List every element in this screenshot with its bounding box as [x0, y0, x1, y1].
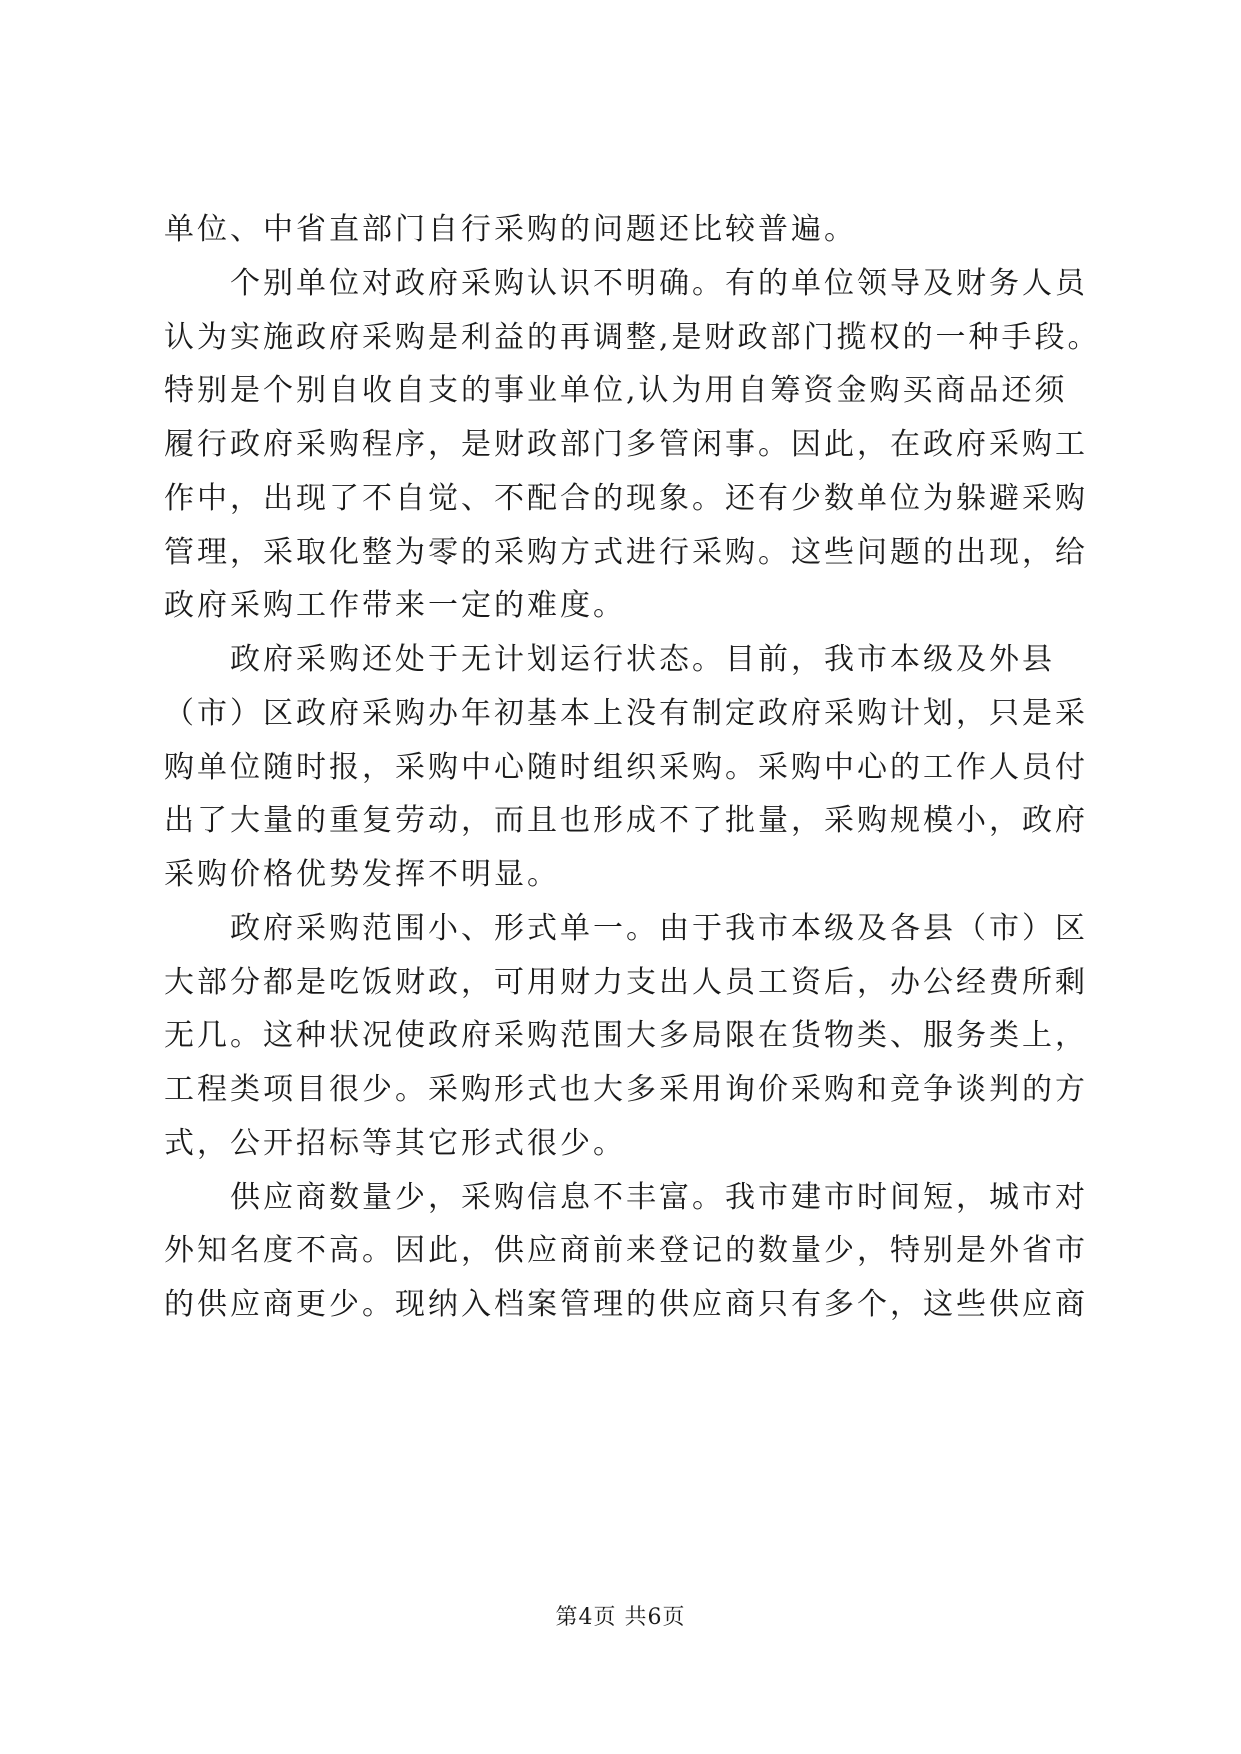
body-text: [164, 203, 1101, 1332]
text-line: 认为实施政府采购是利益的再调整,是财政部门揽权的一种手段。: [164, 319, 1101, 355]
text-line: 采购价格优势发挥不明显。: [164, 857, 560, 892]
page-number-footer: 第4页 共6页: [555, 1605, 686, 1630]
paragraph-first-line: 供应商数量少，采购信息不丰富。我市建市时间短，城市对: [230, 1179, 1088, 1215]
text-line: 政府采购工作带来一定的难度。: [164, 588, 626, 624]
text-line: 工程类项目很少。采购形式也大多采用询价采购和竞争谈判的方: [164, 1072, 1088, 1107]
text-line: 购单位随时报，采购中心随时组织采购。采购中心的工作人员付: [164, 749, 1088, 785]
text-line: 单位、中省直部门自行采购的问题还比较普遍。: [164, 212, 857, 247]
text-line: 大部分都是吃饭财政，可用财力支出人员工资后，办公经费所剩: [164, 964, 1088, 1000]
text-line: 出了大量的重复劳动，而且也形成不了批量，采购规模小，政府: [164, 803, 1088, 839]
text-line: 管理，采取化整为零的采购方式进行采购。这些问题的出现，给: [164, 534, 1088, 570]
text-line: 式，公开招标等其它形式很少。: [164, 1125, 626, 1161]
text-line: 无几。这种状况使政府采购范围大多局限在货物类、服务类上，: [164, 1018, 1088, 1054]
paragraph-first-line: 政府采购范围小、形式单一。由于我市本级及各县（市）区: [230, 910, 1088, 946]
text-line: （市）区政府采购办年初基本上没有制定政府采购计划，只是采: [164, 695, 1088, 731]
paragraph-first-line: 个别单位对政府采购认识不明确。有的单位领导及财务人员: [230, 265, 1088, 301]
text-line: 履行政府采购程序，是财政部门多管闲事。因此，在政府采购工: [164, 427, 1088, 462]
paragraph-first-line: 政府采购还处于无计划运行状态。目前，我市本级及外县: [230, 642, 1055, 677]
text-line: 的供应商更少。现纳入档案管理的供应商只有多个，这些供应商: [164, 1287, 1088, 1322]
text-line: 外知名度不高。因此，供应商前来登记的数量少，特别是外省市: [164, 1233, 1088, 1269]
text-line: 作中，出现了不自觉、不配合的现象。还有少数单位为躲避采购: [164, 480, 1088, 516]
text-line: 特别是个别自收自支的事业单位,认为用自筹资金购买商品还须: [164, 373, 1068, 409]
